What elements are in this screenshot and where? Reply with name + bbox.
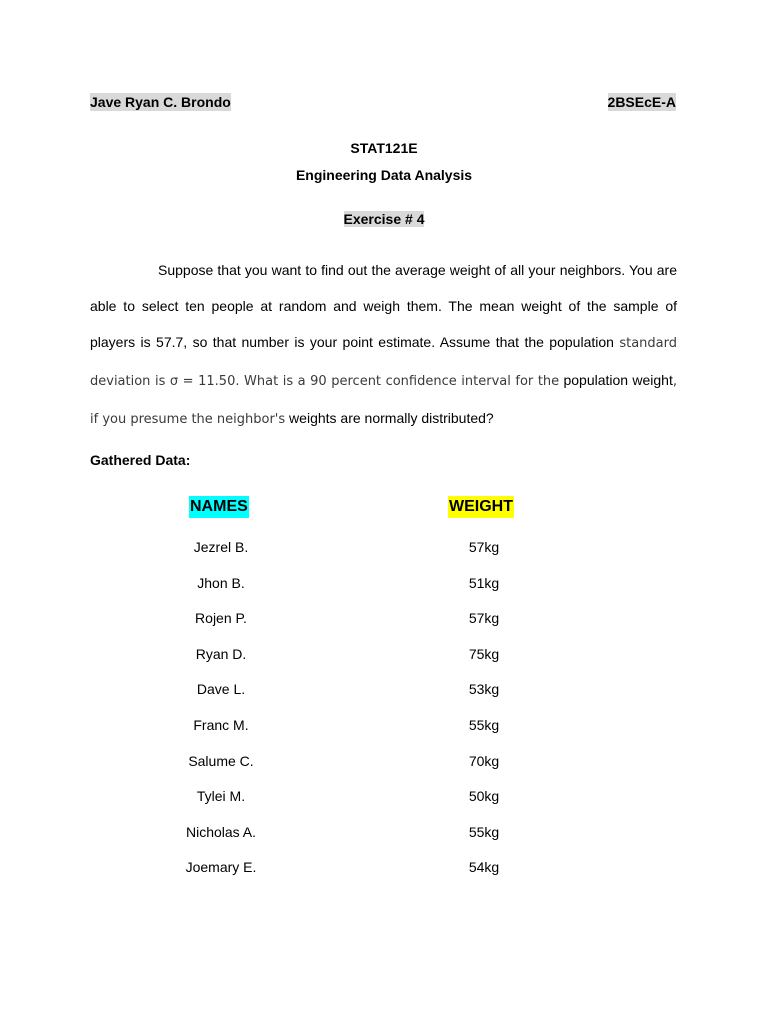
table-row <box>0 642 768 678</box>
table-row <box>0 749 768 785</box>
weight-cell: 55kg <box>468 823 500 840</box>
table-row <box>0 784 768 820</box>
table-row <box>0 571 768 607</box>
problem-part-2: standard deviation is σ = 11.50. What is a 90 percent confidence interval for the <box>90 336 677 389</box>
student-name: Jave Ryan C. Brondo <box>90 94 231 110</box>
problem-part-3: population weight <box>559 372 673 388</box>
exercise-title-text: Exercise # 4 <box>343 211 425 227</box>
weight-cell: 70kg <box>468 752 500 769</box>
problem-part-1: Suppose that you want to find out the average weight of all your neighbors. You are able to select ten people at random and weigh them. The mean weight of the sample of players is 57.7, so that number is your point estimate. Assume that the population <box>90 262 677 350</box>
weight-cell: 50kg <box>468 788 500 805</box>
problem-part-4: , if you presume the neighbor's <box>90 374 677 427</box>
weight-cell: 51kg <box>468 574 500 591</box>
name-cell: Tylei M. <box>196 788 246 805</box>
name-cell: Joemary E. <box>185 859 257 876</box>
weight-header: WEIGHT <box>448 496 514 518</box>
table-row <box>0 535 768 571</box>
name-cell: Jhon B. <box>197 574 245 591</box>
name-cell: Rojen P. <box>195 610 247 627</box>
name-cell: Jezrel B. <box>193 539 249 555</box>
problem-part-5: weights are normally distributed? <box>285 410 494 426</box>
name-cell: Ryan D. <box>195 645 247 662</box>
problem-statement <box>90 252 677 438</box>
weight-cell: 54kg <box>468 859 500 876</box>
weight-cell: 75kg <box>468 645 500 662</box>
table-row <box>0 820 768 856</box>
weight-cell: 57kg <box>468 610 500 627</box>
course-code-text: STAT121E <box>350 140 418 156</box>
weight-cell: 53kg <box>468 681 500 698</box>
data-table <box>0 535 768 891</box>
weight-cell: 55kg <box>468 716 500 733</box>
table-row <box>0 606 768 642</box>
weight-cell: 57kg <box>468 539 500 555</box>
course-title <box>0 166 768 184</box>
exercise-title <box>0 210 768 228</box>
name-cell: Dave L. <box>196 681 246 698</box>
names-header: NAMES <box>189 496 249 518</box>
name-cell: Franc M. <box>193 716 249 733</box>
table-row <box>0 855 768 891</box>
table-row <box>0 677 768 713</box>
course-title-text: Engineering Data Analysis <box>295 167 473 183</box>
table-row <box>0 713 768 749</box>
student-section: 2BSEcE-A <box>607 94 676 110</box>
name-cell: Nicholas A. <box>185 823 257 840</box>
name-cell: Salume C. <box>188 752 254 769</box>
course-code <box>0 139 768 157</box>
gathered-data-label: Gathered Data: <box>90 452 191 468</box>
